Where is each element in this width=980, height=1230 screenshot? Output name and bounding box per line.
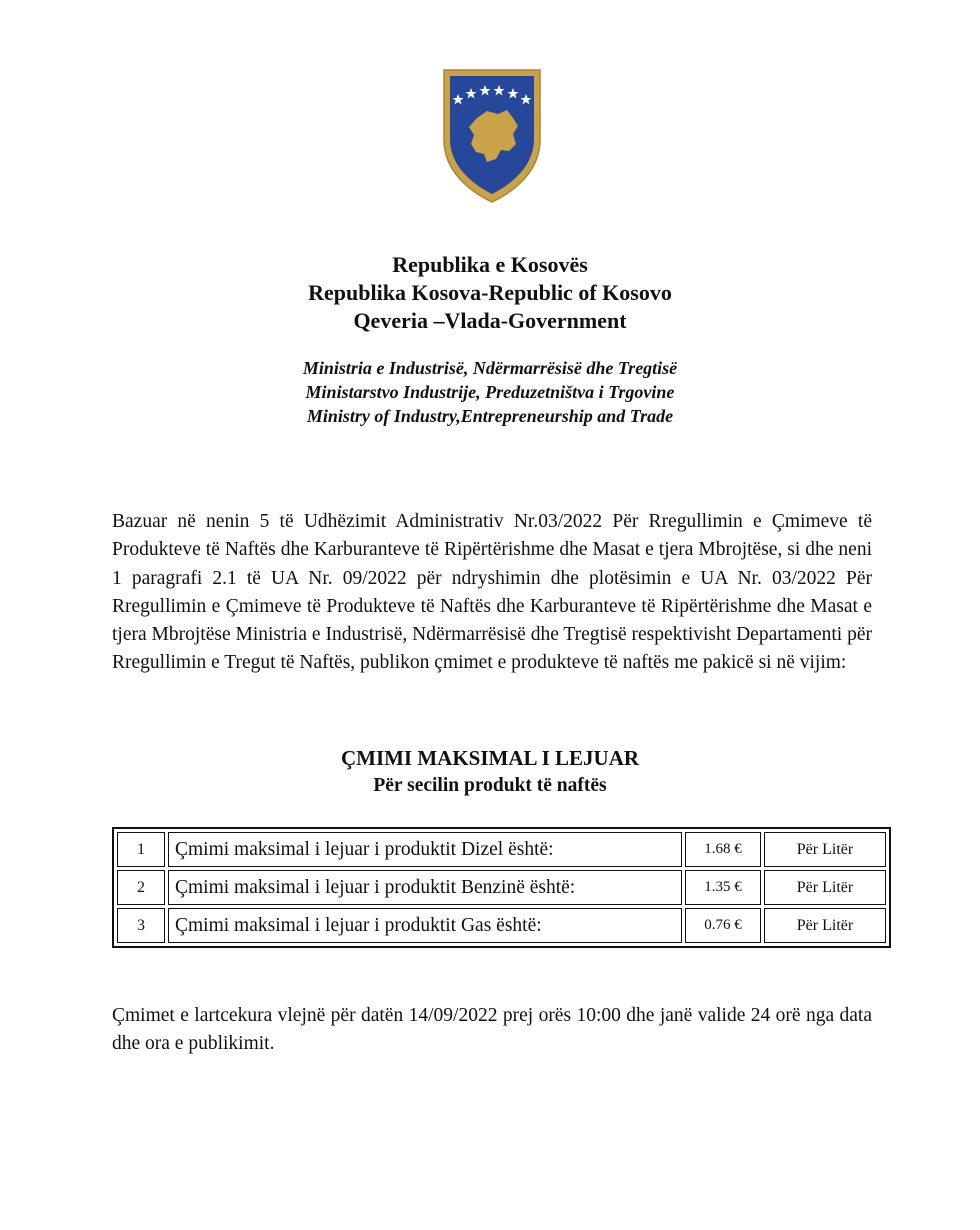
price-unit: Për Litër bbox=[764, 832, 886, 867]
header-line-1: Republika e Kosovës bbox=[392, 252, 588, 277]
product-price: 1.35 € bbox=[685, 870, 761, 905]
row-number: 3 bbox=[117, 908, 165, 943]
product-price: 1.68 € bbox=[685, 832, 761, 867]
row-number: 1 bbox=[117, 832, 165, 867]
ministry-line-1: Ministria e Industrisë, Ndërmarrësisë dhe Tregtisë bbox=[302, 358, 678, 378]
intro-paragraph: Bazuar në nenin 5 të Udhëzimit Administrativ Nr.03/2022 Për Rregullimin e Çmimeve të Produkteve të Naftës dhe Karburanteve të Ripërtërishme dhe Masat e tjera Mbrojtëse, si dhe neni 1 paragrafi 2.1 të UA Nr. 09/2022 për ndryshimin dhe plotësimin e UA Nr. 03/2022 Për Rregullimin e Çmimeve të Produkteve të Naftës dhe Karburanteve të Ripërtërishme dhe Masat e tjera Mbrojtëse Ministria e Industrisë, Ndërmarrësisë dhe Tregtisë respektivisht Departamenti për Rregullimin e Tregut të Naftës, publikon çmimet e produkteve të naftës me pakicë si në vijim: bbox=[112, 511, 872, 674]
validity-paragraph: Çmimet e lartcekura vlejnë për datën 14/09/2022 prej orës 10:00 dhe janë valide 24 orë nga data dhe ora e publikimit. bbox=[112, 1005, 872, 1055]
header-line-2: Republika Kosova-Republic of Kosovo bbox=[308, 280, 672, 305]
price-title-main: ÇMIMI MAKSIMAL I LEJUAR bbox=[340, 746, 640, 770]
table-row bbox=[117, 908, 886, 943]
ministry-line-2: Ministarstvo Industrije, Preduzetništva i Trgovine bbox=[305, 382, 675, 402]
product-label: Çmimi maksimal i lejuar i produktit Benzinë është: bbox=[168, 870, 682, 905]
table-row bbox=[117, 870, 886, 905]
product-price: 0.76 € bbox=[685, 908, 761, 943]
table-row bbox=[117, 832, 886, 867]
government-header bbox=[0, 251, 980, 335]
row-number: 2 bbox=[117, 870, 165, 905]
kosovo-coat-of-arms-icon bbox=[441, 66, 543, 204]
product-label: Çmimi maksimal i lejuar i produktit Dizel është: bbox=[168, 832, 682, 867]
price-table bbox=[112, 827, 891, 948]
price-unit: Për Litër bbox=[764, 870, 886, 905]
header-line-3: Qeveria –Vlada-Government bbox=[353, 308, 627, 333]
price-title-sub: Për secilin produkt të naftës bbox=[373, 775, 607, 796]
ministry-header bbox=[0, 356, 980, 428]
price-unit: Për Litër bbox=[764, 908, 886, 943]
price-title bbox=[0, 744, 980, 800]
ministry-line-3: Ministry of Industry,Entrepreneurship and Trade bbox=[306, 406, 674, 426]
product-label: Çmimi maksimal i lejuar i produktit Gas është: bbox=[168, 908, 682, 943]
